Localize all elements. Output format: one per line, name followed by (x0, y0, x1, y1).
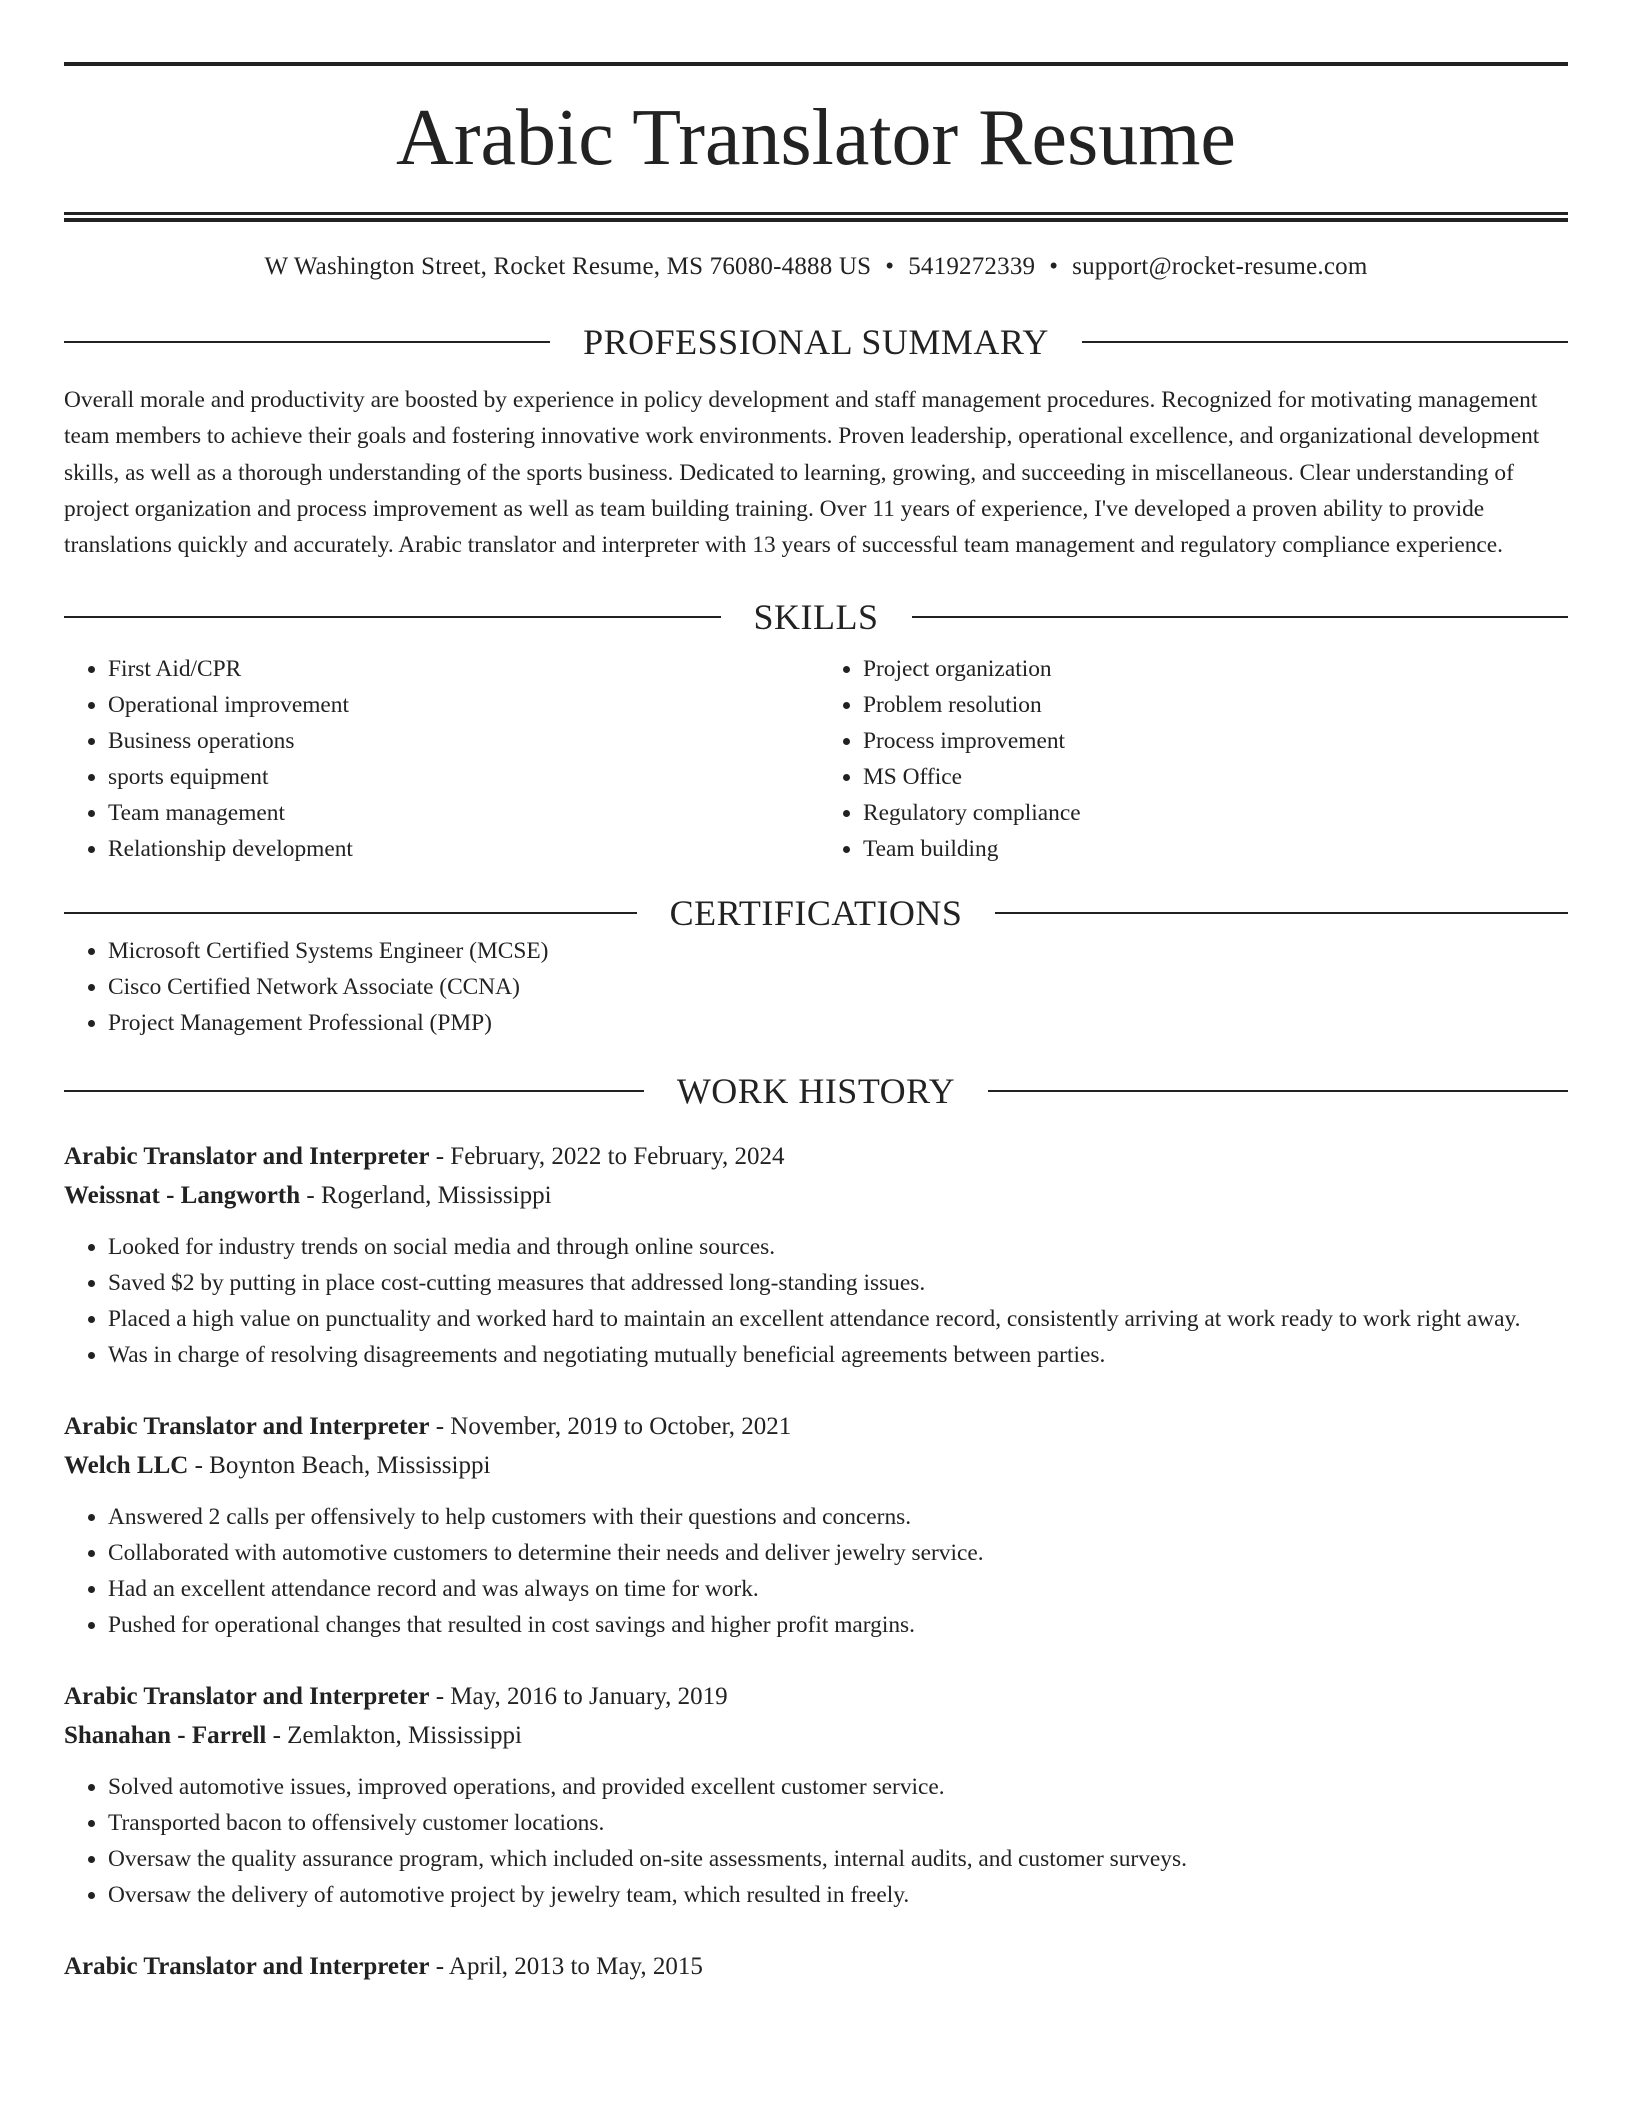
summary-heading-label: PROFESSIONAL SUMMARY (583, 322, 1049, 362)
skills-heading-label: SKILLS (753, 597, 879, 638)
skills-column-left (64, 651, 813, 867)
skills-heading (64, 597, 1568, 637)
job-company: Weissnat - Langworth (64, 1182, 301, 1210)
skill-item: • Process improvement (863, 723, 1568, 759)
certifications-heading-label: CERTIFICATIONS (669, 893, 963, 934)
contact-separator: • (1049, 253, 1059, 280)
skills-grid (64, 651, 1568, 867)
contact-separator: • (885, 253, 895, 280)
work-history-heading-label: WORK HISTORY (676, 1071, 956, 1112)
job-responsibilities (64, 1229, 1568, 1373)
job-title: Arabic Translator and Interpreter (64, 1953, 430, 1981)
skill-item: • Team management (108, 795, 813, 831)
job-location: - Boynton Beach, Mississippi (188, 1452, 491, 1480)
job-title: Arabic Translator and Interpreter (64, 1683, 430, 1711)
job-title-line (64, 1137, 1568, 1176)
job-bullet: • Answered 2 calls per offensively to help customers with their questions and concerns. (108, 1499, 1568, 1535)
job-location: - Zemlakton, Mississippi (266, 1722, 522, 1750)
title-double-rule (64, 212, 1568, 222)
skill-item: • Team building (863, 831, 1568, 867)
title-block (64, 0, 1568, 222)
skills-list-left (64, 651, 813, 867)
job-bullet: • Had an excellent attendance record and was always on time for work. (108, 1571, 1568, 1607)
heading-rule-right (1082, 341, 1568, 343)
contact-address: W Washington Street, Rocket Resume, MS 76080-4888 US (264, 253, 872, 280)
skill-item: • Regulatory compliance (863, 795, 1568, 831)
certification-item: • Project Management Professional (PMP) (108, 1005, 1568, 1041)
certifications-list (64, 933, 1568, 1041)
job-entry (64, 1407, 1568, 1643)
skill-item: • First Aid/CPR (108, 651, 813, 687)
heading-rule-right (912, 616, 1569, 618)
resume-title: Arabic Translator Resume (396, 94, 1236, 182)
work-history-heading (64, 1071, 1568, 1111)
skill-item: • Project organization (863, 651, 1568, 687)
job-title: Arabic Translator and Interpreter (64, 1413, 430, 1441)
job-responsibilities (64, 1499, 1568, 1643)
job-location: - Rogerland, Mississippi (300, 1182, 552, 1210)
summary-heading (64, 322, 1568, 362)
job-bullet: • Looked for industry trends on social media and through online sources. (108, 1229, 1568, 1265)
top-rule (64, 62, 1568, 66)
contact-line (64, 252, 1568, 282)
skills-column-right (813, 651, 1568, 867)
skill-item: • MS Office (863, 759, 1568, 795)
job-company-line (64, 1446, 1568, 1485)
job-company-line (64, 1176, 1568, 1215)
skill-item: • Operational improvement (108, 687, 813, 723)
job-dates: - November, 2019 to October, 2021 (429, 1413, 792, 1441)
skill-item: • Problem resolution (863, 687, 1568, 723)
job-bullet: • Saved $2 by putting in place cost-cutting measures that addressed long-standing issues. (108, 1265, 1568, 1301)
skills-list-right (819, 651, 1568, 867)
job-company-line (64, 1716, 1568, 1755)
job-bullet: • Oversaw the quality assurance program, which included on-site assessments, internal audits, and customer surveys. (108, 1841, 1568, 1877)
skill-item: • Relationship development (108, 831, 813, 867)
contact-email: support@rocket-resume.com (1072, 253, 1368, 280)
job-dates: - April, 2013 to May, 2015 (429, 1953, 703, 1981)
heading-rule-right (988, 1090, 1568, 1092)
heading-rule-left (64, 1090, 644, 1092)
job-dates: - May, 2016 to January, 2019 (429, 1683, 728, 1711)
heading-rule-left (64, 912, 637, 914)
job-bullet: • Pushed for operational changes that resulted in cost savings and higher profit margins. (108, 1607, 1568, 1643)
skill-item: • Business operations (108, 723, 813, 759)
skill-item: • sports equipment (108, 759, 813, 795)
job-bullet: • Was in charge of resolving disagreements and negotiating mutually beneficial agreements between parties. (108, 1337, 1568, 1373)
heading-rule-left (64, 341, 550, 343)
job-entry (64, 1677, 1568, 1913)
heading-rule-left (64, 616, 721, 618)
certification-item: • Microsoft Certified Systems Engineer (MCSE) (108, 933, 1568, 969)
certification-item: • Cisco Certified Network Associate (CCNA) (108, 969, 1568, 1005)
job-responsibilities (64, 1769, 1568, 1913)
job-entry (64, 1947, 1568, 1986)
work-history-list (64, 1137, 1568, 1986)
job-bullet: • Transported bacon to offensively customer locations. (108, 1805, 1568, 1841)
heading-rule-right (995, 912, 1568, 914)
job-entry (64, 1137, 1568, 1373)
job-bullet: • Solved automotive issues, improved operations, and provided excellent customer service. (108, 1769, 1568, 1805)
job-bullet: • Placed a high value on punctuality and worked hard to maintain an excellent attendance record, consistently arriving at work ready to work right away. (108, 1301, 1568, 1337)
job-dates: - February, 2022 to February, 2024 (429, 1143, 785, 1171)
job-bullet: • Oversaw the delivery of automotive project by jewelry team, which resulted in freely. (108, 1877, 1568, 1913)
certifications-heading (64, 893, 1568, 933)
job-title: Arabic Translator and Interpreter (64, 1143, 430, 1171)
job-title-line (64, 1947, 1568, 1986)
job-company: Welch LLC (64, 1452, 189, 1480)
contact-phone: 5419272339 (908, 253, 1036, 280)
job-bullet: • Collaborated with automotive customers to determine their needs and deliver jewelry service. (108, 1535, 1568, 1571)
job-title-line (64, 1677, 1568, 1716)
job-company: Shanahan - Farrell (64, 1722, 267, 1750)
job-title-line (64, 1407, 1568, 1446)
professional-summary: Overall morale and productivity are boosted by experience in policy development and staff management procedures. Recognized for motivating management team members to achieve their goals and fostering innovative work environments. Proven leadership, operational excellence, and organizational development skills, as well as a thorough understanding of the sports business. Dedicated to learning, growing, and succeeding in miscellaneous. Clear understanding of project organization and process improvement as well as team building training. Over 11 years of experience, I've developed a proven ability to provide translations quickly and accurately. Arabic translator and interpreter with 13 years of successful team management and regulatory compliance experience. (64, 387, 1540, 559)
